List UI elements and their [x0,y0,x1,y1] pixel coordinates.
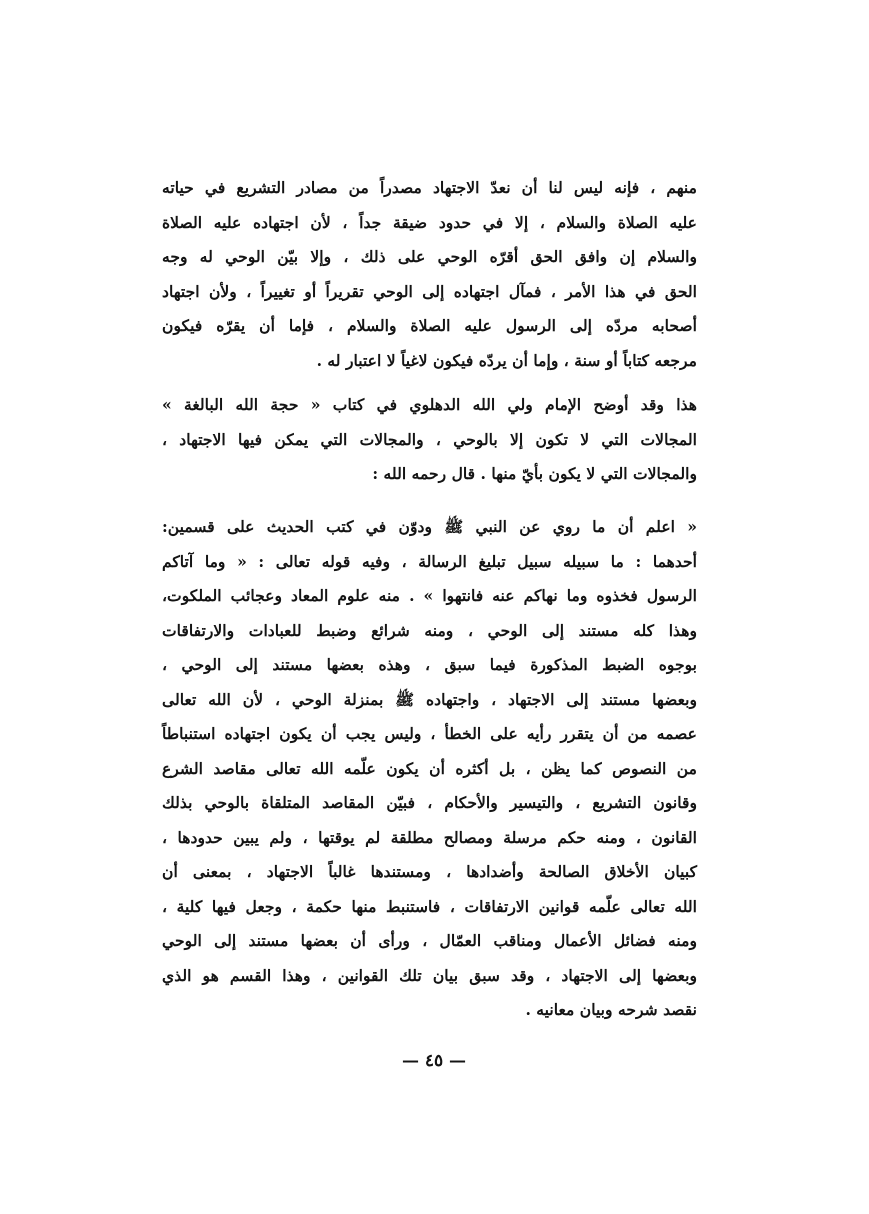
text-line: أحدهما : ما سبيله سبيل تبليغ الرسالة ، وفيه قوله تعالى : « وما آتاكم [162,551,697,571]
text-line: المجالات التي لا تكون إلا بالوحي ، والمجالات التي يمكن فيها الاجتهاد ، [162,429,697,449]
text-line: كبيان الأخلاق الصالحة وأضدادها ، ومستندها غالباً الاجتهاد ، بمعنى أن [162,862,697,881]
text-line: والمجالات التي لا يكون بأيّ منها . قال رحمه الله : [372,464,697,483]
text-line: وبعضها إلى الاجتهاد ، وقد سبق بيان تلك القوانين ، وهذا القسم هو الذي [162,965,697,985]
text-line: مرجعه كتاباً أو سنة ، وإما أن يردّه فيكون لاغياً لا اعتبار له . [316,350,697,370]
text-line: الحق في هذا الأمر ، فمآل اجتهاده إلى الوحي تقريراً أو تغييراً ، ولأن اجتهاد [162,281,697,301]
text-line: هذا وقد أوضح الإمام ولي الله الدهلوي في كتاب « حجة الله البالغة » [162,395,697,414]
text-line: ومنه فضائل الأعمال ومناقب العمّال ، ورأى أن بعضها مستند إلى الوحي [162,931,697,950]
text-line: وهذا كله مستند إلى الوحي ، ومنه شرائع وضبط للعبادات والارتفاقات [162,620,697,640]
text-line: القانون ، ومنه حكم مرسلة ومصالح مطلقة لم يوقتها ، ولم يبين حدودها ، [162,827,697,847]
paragraph-1 [162,171,697,378]
text-line: وبعضها مستند إلى الاجتهاد ، واجتهاده ﷺ بمنزلة الوحي ، لأن الله تعالى [162,689,697,709]
text-line: بوجوه الضبط المذكورة فيما سبق ، وهذه بعضها مستند إلى الوحي ، [162,655,697,674]
text-line: الرسول فخذوه وما نهاكم عنه فانتهوا » . منه علوم المعاد وعجائب الملكوت، [162,586,697,605]
text-line: عصمه من أن يتقرر رأيه على الخطأ ، وليس يجب أن يكون اجتهاده استنباطاً [162,724,697,743]
paragraph-3-quotation [162,510,697,1028]
page-number: — ٤٥ — [401,1051,467,1071]
text-line: « اعلم أن ما روي عن النبي ﷺ ودوّن في كتب الحديث على قسمين: [162,517,697,536]
paragraph-2 [162,388,697,492]
text-line: الله تعالى علّمه قوانين الارتفاقات ، فاستنبط منها حكمة ، وجعل فيها كلية ، [162,896,697,916]
text-line: أصحابه مردّه إلى الرسول عليه الصلاة والسلام ، فإما أن يقرّه فيكون [162,316,697,335]
text-line: عليه الصلاة والسلام ، إلا في حدود ضيقة جداً ، لأن اجتهاده عليه الصلاة [162,212,697,232]
text-line: نقصد شرحه وبيان معانيه . [525,1000,697,1019]
text-line: والسلام إن وافق الحق أقرّه الوحي على ذلك ، وإلا بيّن الوحي له وجه [162,247,697,266]
text-line: من النصوص كما يظن ، بل أكثره أن يكون علّمه الله تعالى مقاصد الشرع [162,758,697,778]
text-line: منهم ، فإنه ليس لنا أن نعدّ الاجتهاد مصدراً من مصادر التشريع في حياته [162,178,697,197]
text-line: وقانون التشريع ، والتيسير والأحكام ، فبيّن المقاصد المتلقاة بالوحي بذلك [162,793,697,812]
